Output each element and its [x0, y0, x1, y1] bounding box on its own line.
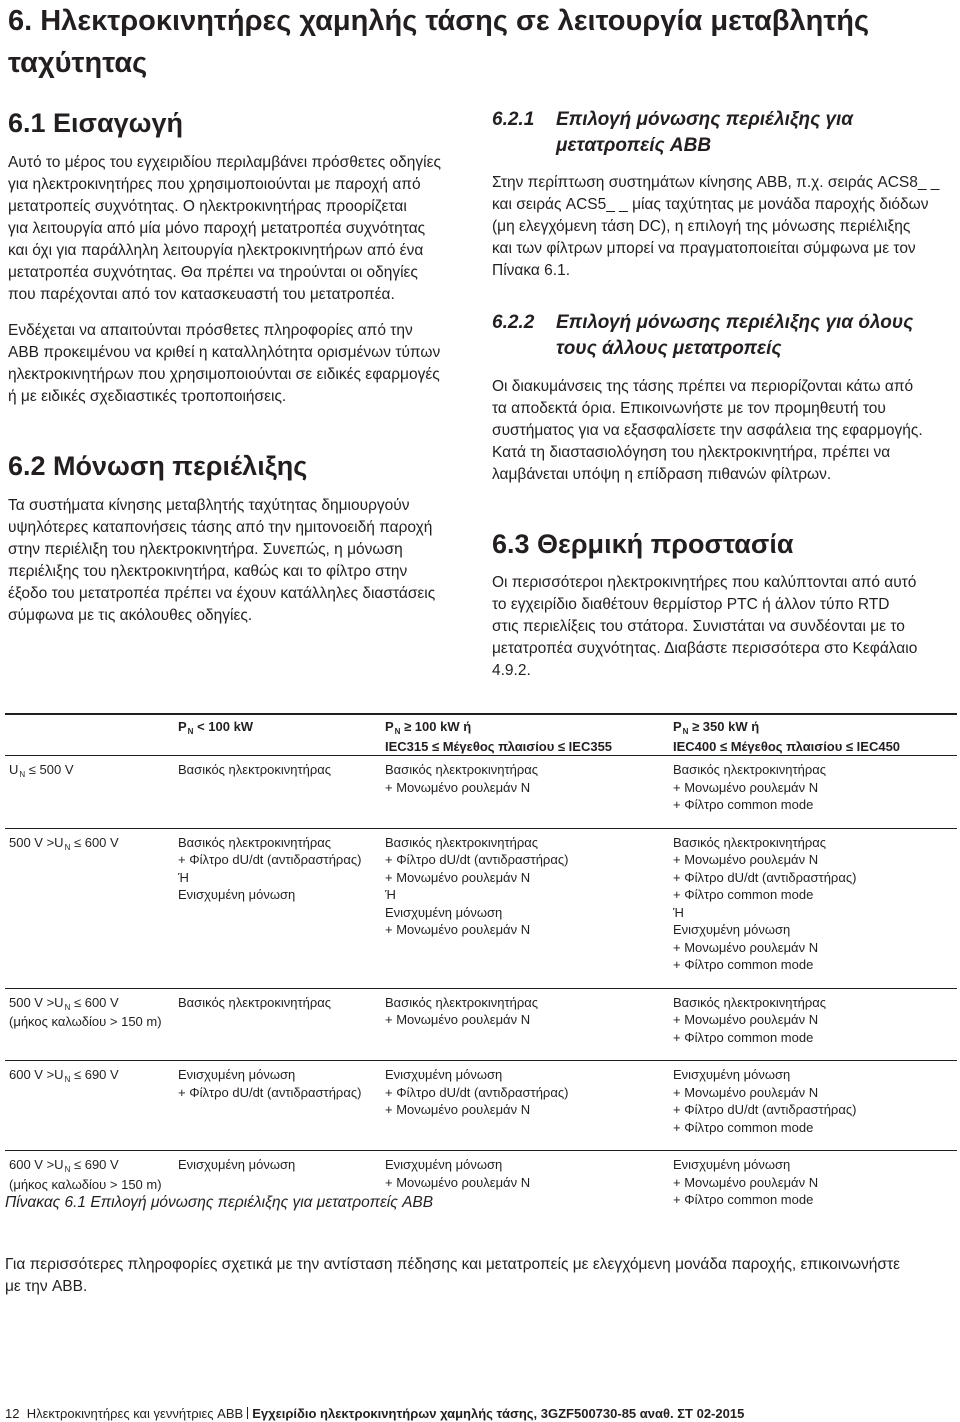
table-cell-condition: $U_N \le 500$ V — [9, 762, 74, 779]
footer-divider — [247, 1407, 248, 1419]
page-footer — [5, 1406, 744, 1421]
text-line: Πίνακα 6.1. — [492, 262, 571, 279]
text-line: ABB προκειμένου να κριθεί η καταλληλότητα ορισμένων τύπων — [8, 344, 441, 361]
text-line: έξοδο του μετατροπέα πρέπει να έχουν κατάλληλες διαστάσεις — [8, 585, 436, 602]
table-cell: Βασικός ηλεκτροκινητήρας + Μονωμένο ρουλεμάν N + Φίλτρο common mode — [673, 762, 826, 812]
text-line: Αυτό το μέρος του εγχειριδίου περιλαμβάνει πρόσθετες οδηγίες — [8, 154, 441, 171]
text-line: (μη ελεγχόμενη τάση DC), η επιλογή της μόνωσης περιέλιξης — [492, 218, 911, 235]
table-cell-condition: 500 $V >U_N \le 600$ V — [9, 834, 119, 852]
text-line: 4.9.2. — [492, 662, 531, 679]
text-line: το εγχειρίδιο διαθέτουν θερμίστορ PTC ή άλλον τύπο RTD — [492, 596, 890, 613]
table-row — [5, 756, 957, 829]
table-row — [5, 1061, 957, 1151]
section-6-1-para-1 — [8, 152, 441, 306]
text-line: μετατροπείς συχνότητας. Ο ηλεκτροκινητήρας προορίζεται — [8, 198, 407, 215]
text-line: Για περισσότερες πληροφορίες σχετικά με την αντίσταση πέδησης και μετατροπείς με ελεγχόμενη μονάδα παροχής, επικοινωνήστε — [5, 1256, 901, 1273]
section-6-2-2-heading — [492, 310, 913, 362]
text-line: για ηλεκτροκινητήρες που χρησιμοποιούνται με παροχή από — [8, 176, 421, 193]
section-number: 6.2.2 — [492, 312, 535, 333]
table-row — [5, 988, 957, 1061]
text-line: και των φίλτρων μπορεί να πραγματοποιείται σύμφωνα με τον — [492, 240, 916, 257]
section-6-2-para — [8, 495, 435, 627]
section-6-2-1-heading — [492, 107, 853, 159]
text-line: υψηλότερες καταπονήσεις τάσης από την ημιτονοειδή παροχή — [8, 519, 433, 536]
insulation-selection-table — [5, 713, 957, 1223]
text-line: συστήματος για να εξασφαλίσετε την ασφάλεια της εφαρμογής. — [492, 422, 923, 439]
table-cell: Βασικός ηλεκτροκινητήρας + Μονωμένο ρουλεμάν N — [385, 762, 538, 795]
text-line: Στην περίπτωση συστημάτων κίνησης ABB, π.χ. σειράς ACS8_ _ — [492, 174, 940, 191]
page-number: 12 — [5, 1406, 20, 1421]
text-line: σύμφωνα με τις ακόλουθες οδηγίες. — [8, 607, 253, 624]
table-cell: Βασικός ηλεκτροκινητήρας + Μονωμένο ρουλεμάν N + Φίλτρο dU/dt (αντιδραστήρας) + Φίλτρο common mode Ή Ενισχυμένη μόνωση + Μονωμένο ρουλεμάν N + Φίλτρο common mode — [673, 834, 857, 972]
text-line: Κατά τη διαστασιολόγηση του ηλεκτροκινητήρα, πρέπει να — [492, 444, 891, 461]
table-caption: Πίνακας 6.1 Επιλογή μόνωσης περιέλιξης για μετατροπείς ABB — [5, 1194, 434, 1211]
table-row — [5, 828, 957, 988]
table-cell: Βασικός ηλεκτροκινητήρας + Φίλτρο dU/dt (αντιδραστήρας) + Μονωμένο ρουλεμάν N Ή Ενισχυμένη μόνωση + Μονωμένο ρουλεμάν N — [385, 834, 569, 937]
contact-note — [5, 1254, 900, 1298]
text-line: ή με ειδικές σχεδιαστικές τροποποιήσεις. — [8, 388, 287, 405]
table-cell: Βασικός ηλεκτροκινητήρας + Φίλτρο dU/dt (αντιδραστήρας) Ή Ενισχυμένη μόνωση — [178, 834, 362, 902]
table-cell: Ενισχυμένη μόνωση + Μονωμένο ρουλεμάν N + Φίλτρο common mode — [673, 1157, 819, 1207]
text-line: τα αποδεκτά όρια. Επικοινωνήστε με τον προμηθευτή του — [492, 400, 886, 417]
text-line: μετατροπέα συχνότητας. Διαβάστε περισσότερα στο Κεφάλαιο — [492, 640, 918, 657]
section-6-2-1-para — [492, 172, 939, 282]
heading-line: Επιλογή μόνωσης περιέλιξης για — [556, 109, 854, 130]
table-cell: Ενισχυμένη μόνωση + Μονωμένο ρουλεμάν N — [385, 1157, 531, 1190]
table-cell-condition: 600 $V >U_N \le 690$ V (μήκος καλωδίου > 150 m) — [9, 1157, 162, 1192]
text-line: Τα συστήματα κίνησης μεταβλητής ταχύτητας δημιουργούν — [8, 497, 410, 514]
page-title: 6. Ηλεκτροκινητήρες χαμηλής τάσης σε λειτουργία μεταβλητής ταχύτητας — [8, 5, 870, 79]
text-line: και σειράς ACS5_ _ μίας ταχύτητας με μονάδα παροχής διόδων — [492, 196, 929, 213]
table-cell: Βασικός ηλεκτροκινητήρας + Μονωμένο ρουλεμάν N — [385, 994, 538, 1027]
table-header-row — [5, 714, 957, 756]
text-line: λαμβάνεται υπόψη η επίδραση πιθανών φίλτρων. — [492, 466, 832, 483]
table-cell: Ενισχυμένη μόνωση + Μονωμένο ρουλεμάν N + Φίλτρο dU/dt (αντιδραστήρας) + Φίλτρο common mode — [673, 1067, 857, 1135]
table-cell: Βασικός ηλεκτροκινητήρας + Μονωμένο ρουλεμάν N + Φίλτρο common mode — [673, 994, 826, 1045]
text-line: και όχι για παράλληλη λειτουργία ηλεκτροκινητήρων από ένα — [8, 242, 424, 259]
table-cell-condition: 600 $V >U_N \le 690$ V — [9, 1067, 119, 1084]
table-header-cell: $P_N \ge 350$ kW ή IEC400 ≤ Μέγεθος πλαισίου ≤ IEC450 — [673, 719, 901, 754]
text-line: ηλεκτροκινητήρων που χρησιμοποιούνται σε ειδικές εφαρμογές — [8, 366, 440, 383]
text-line: Οι περισσότεροι ηλεκτροκινητήρες που καλύπτονται από αυτό — [492, 574, 917, 591]
table-header-cell: $P_N \ge 100$ kW ή IEC315 ≤ Μέγεθος πλαισίου ≤ IEC355 — [385, 719, 613, 754]
section-6-3-para — [492, 572, 917, 682]
section-6-2-2-para — [492, 376, 923, 486]
text-line: μετατροπέα συχνότητας. Θα πρέπει να τηρούνται οι οδηγίες — [8, 264, 418, 281]
footer-document-title: Εγχειρίδιο ηλεκτροκινητήρων χαμηλής τάσης, 3GZF500730-85 αναθ. ΣΤ 02-2015 — [252, 1406, 745, 1421]
text-line: Οι διακυμάνσεις της τάσης πρέπει να περιορίζονται κάτω από — [492, 378, 914, 395]
text-line: περιέλιξης του ηλεκτροκινητήρα, καθώς και το φίλτρο στην — [8, 563, 408, 580]
heading-line: τους άλλους μετατροπείς — [556, 338, 782, 359]
section-6-1-para-2 — [8, 320, 440, 408]
text-line: με την ABB. — [5, 1278, 88, 1295]
heading-line: μετατροπείς ABB — [556, 135, 712, 156]
text-line: για λειτουργία από μία μόνο παροχή μετατροπέα συχνότητας — [8, 220, 426, 237]
text-line: που παρέχονται από τον κατασκευαστή του μετατροπέα. — [8, 286, 395, 303]
table-cell: Βασικός ηλεκτροκινητήρας — [178, 762, 331, 777]
table-header-empty — [5, 714, 178, 756]
footer-series: Ηλεκτροκινητήρες και γεννήτριες ABB — [26, 1406, 244, 1421]
text-line: Ενδέχεται να απαιτούνται πρόσθετες πληροφορίες από την — [8, 322, 413, 339]
section-6-3-heading: 6.3 Θερμική προστασία — [492, 529, 794, 559]
section-6-2-heading: 6.2 Μόνωση περιέλιξης — [8, 451, 308, 481]
text-line: στην περιέλιξη του ηλεκτροκινητήρα. Συνεπώς, η μόνωση — [8, 541, 403, 558]
table-cell: Βασικός ηλεκτροκινητήρας — [178, 994, 331, 1010]
table-cell: Ενισχυμένη μόνωση + Φίλτρο dU/dt (αντιδραστήρας) + Μονωμένο ρουλεμάν N — [385, 1067, 569, 1117]
table-cell: Ενισχυμένη μόνωση + Φίλτρο dU/dt (αντιδραστήρας) — [178, 1067, 362, 1100]
section-6-1-heading: 6.1 Εισαγωγή — [8, 108, 183, 138]
heading-line: Επιλογή μόνωσης περιέλιξης για όλους — [556, 312, 914, 333]
table-cell-condition: 500 $V >U_N \le 600$ V (μήκος καλωδίου > 150 m) — [9, 994, 162, 1029]
section-number: 6.2.1 — [492, 109, 535, 130]
table-cell: Ενισχυμένη μόνωση — [178, 1157, 296, 1172]
text-line: στις περιελίξεις του στάτορα. Συνιστάται να συνδέονται με το — [492, 618, 905, 635]
table-header-cell: $P_N < 100$ kW — [178, 719, 254, 736]
